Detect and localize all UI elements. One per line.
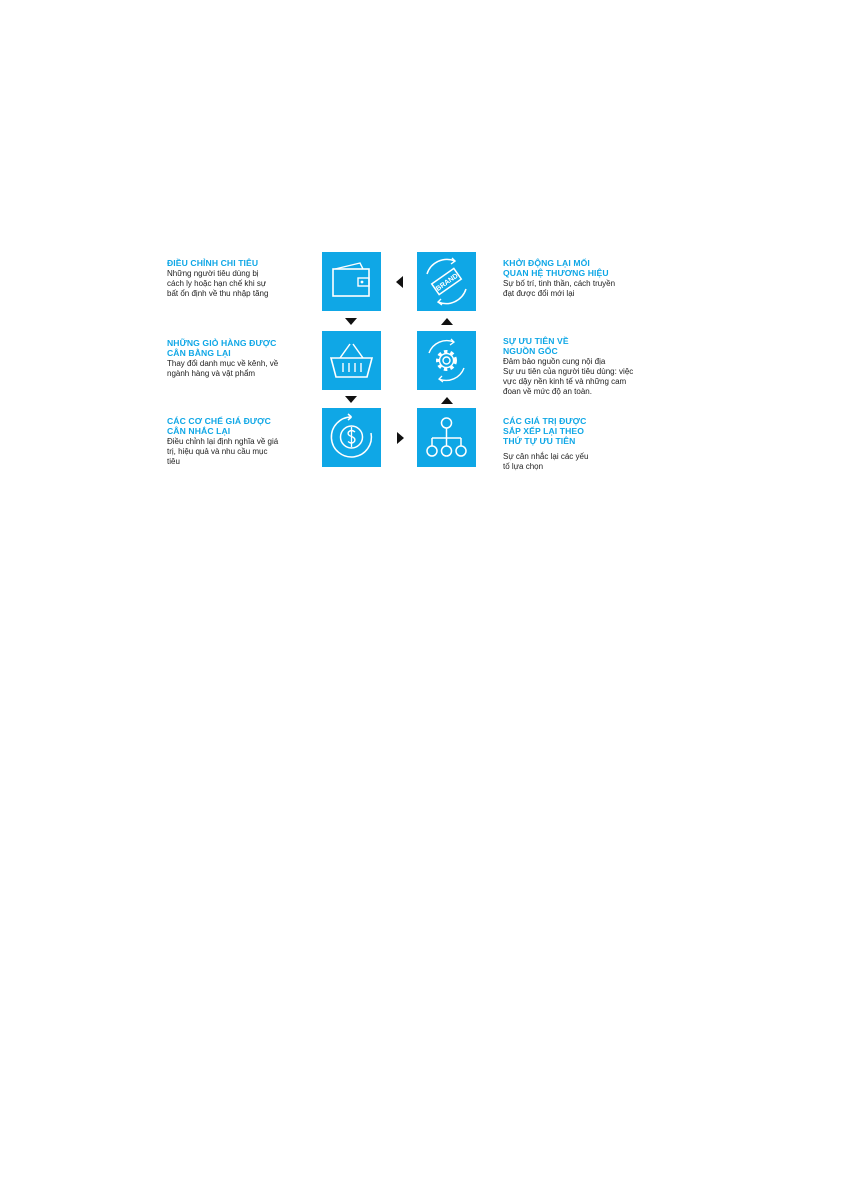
step-title: CÁC CƠ CHẾ GIÁ ĐƯỢC CÂN NHẮC LẠI	[167, 416, 271, 436]
step-description: Thay đổi danh mục về kênh, về ngành hàng và vật phẩm	[167, 359, 279, 378]
step-description: Điều chỉnh lại định nghĩa về giá trị, hiệu quả và nhu cầu mục tiêu	[167, 437, 279, 466]
brand-tag-text: BRAND	[434, 272, 460, 293]
brand-tag-icon	[417, 252, 476, 311]
arrow-left-icon	[396, 276, 403, 288]
dollar-coin-icon	[322, 408, 381, 467]
gear-cycle-icon	[417, 331, 476, 390]
step-description: Sự cân nhắc lại các yếu tố lựa chọn	[503, 452, 589, 471]
step-title: KHỞI ĐỘNG LẠI MỐI QUAN HỆ THƯƠNG HIỆU	[503, 258, 609, 278]
step-title: SỰ ƯU TIÊN VỀ NGUỒN GỐC	[503, 336, 569, 356]
step-description: Sự bố trí, tinh thần, cách truyền đạt được đổi mới lại	[503, 279, 616, 298]
basket-icon	[322, 331, 381, 390]
hierarchy-icon	[417, 408, 476, 467]
step-description: Đảm bảo nguồn cung nội địa Sự ưu tiên của người tiêu dùng: việc vực dậy nền kinh tế và những cam đoan về mức độ an toàn.	[503, 357, 634, 396]
step-title: CÁC GIÁ TRỊ ĐƯỢC SẮP XẾP LẠI THEO THỨ TỰ ƯU TIÊN	[503, 416, 587, 446]
arrow-up-icon	[441, 318, 453, 325]
arrow-down-icon	[345, 396, 357, 403]
arrow-up-icon	[441, 397, 453, 404]
arrow-right-icon	[397, 432, 404, 444]
arrow-down-icon	[345, 318, 357, 325]
step-description: Những người tiêu dùng bị cách ly hoặc hạn chế khi sự bất ổn định về thu nhập tăng	[167, 269, 269, 298]
step-title: ĐIỀU CHỈNH CHI TIÊU	[167, 258, 259, 268]
step-title: NHỮNG GIỎ HÀNG ĐƯỢC CÂN BẰNG LẠI	[167, 338, 277, 358]
wallet-icon	[322, 252, 381, 311]
